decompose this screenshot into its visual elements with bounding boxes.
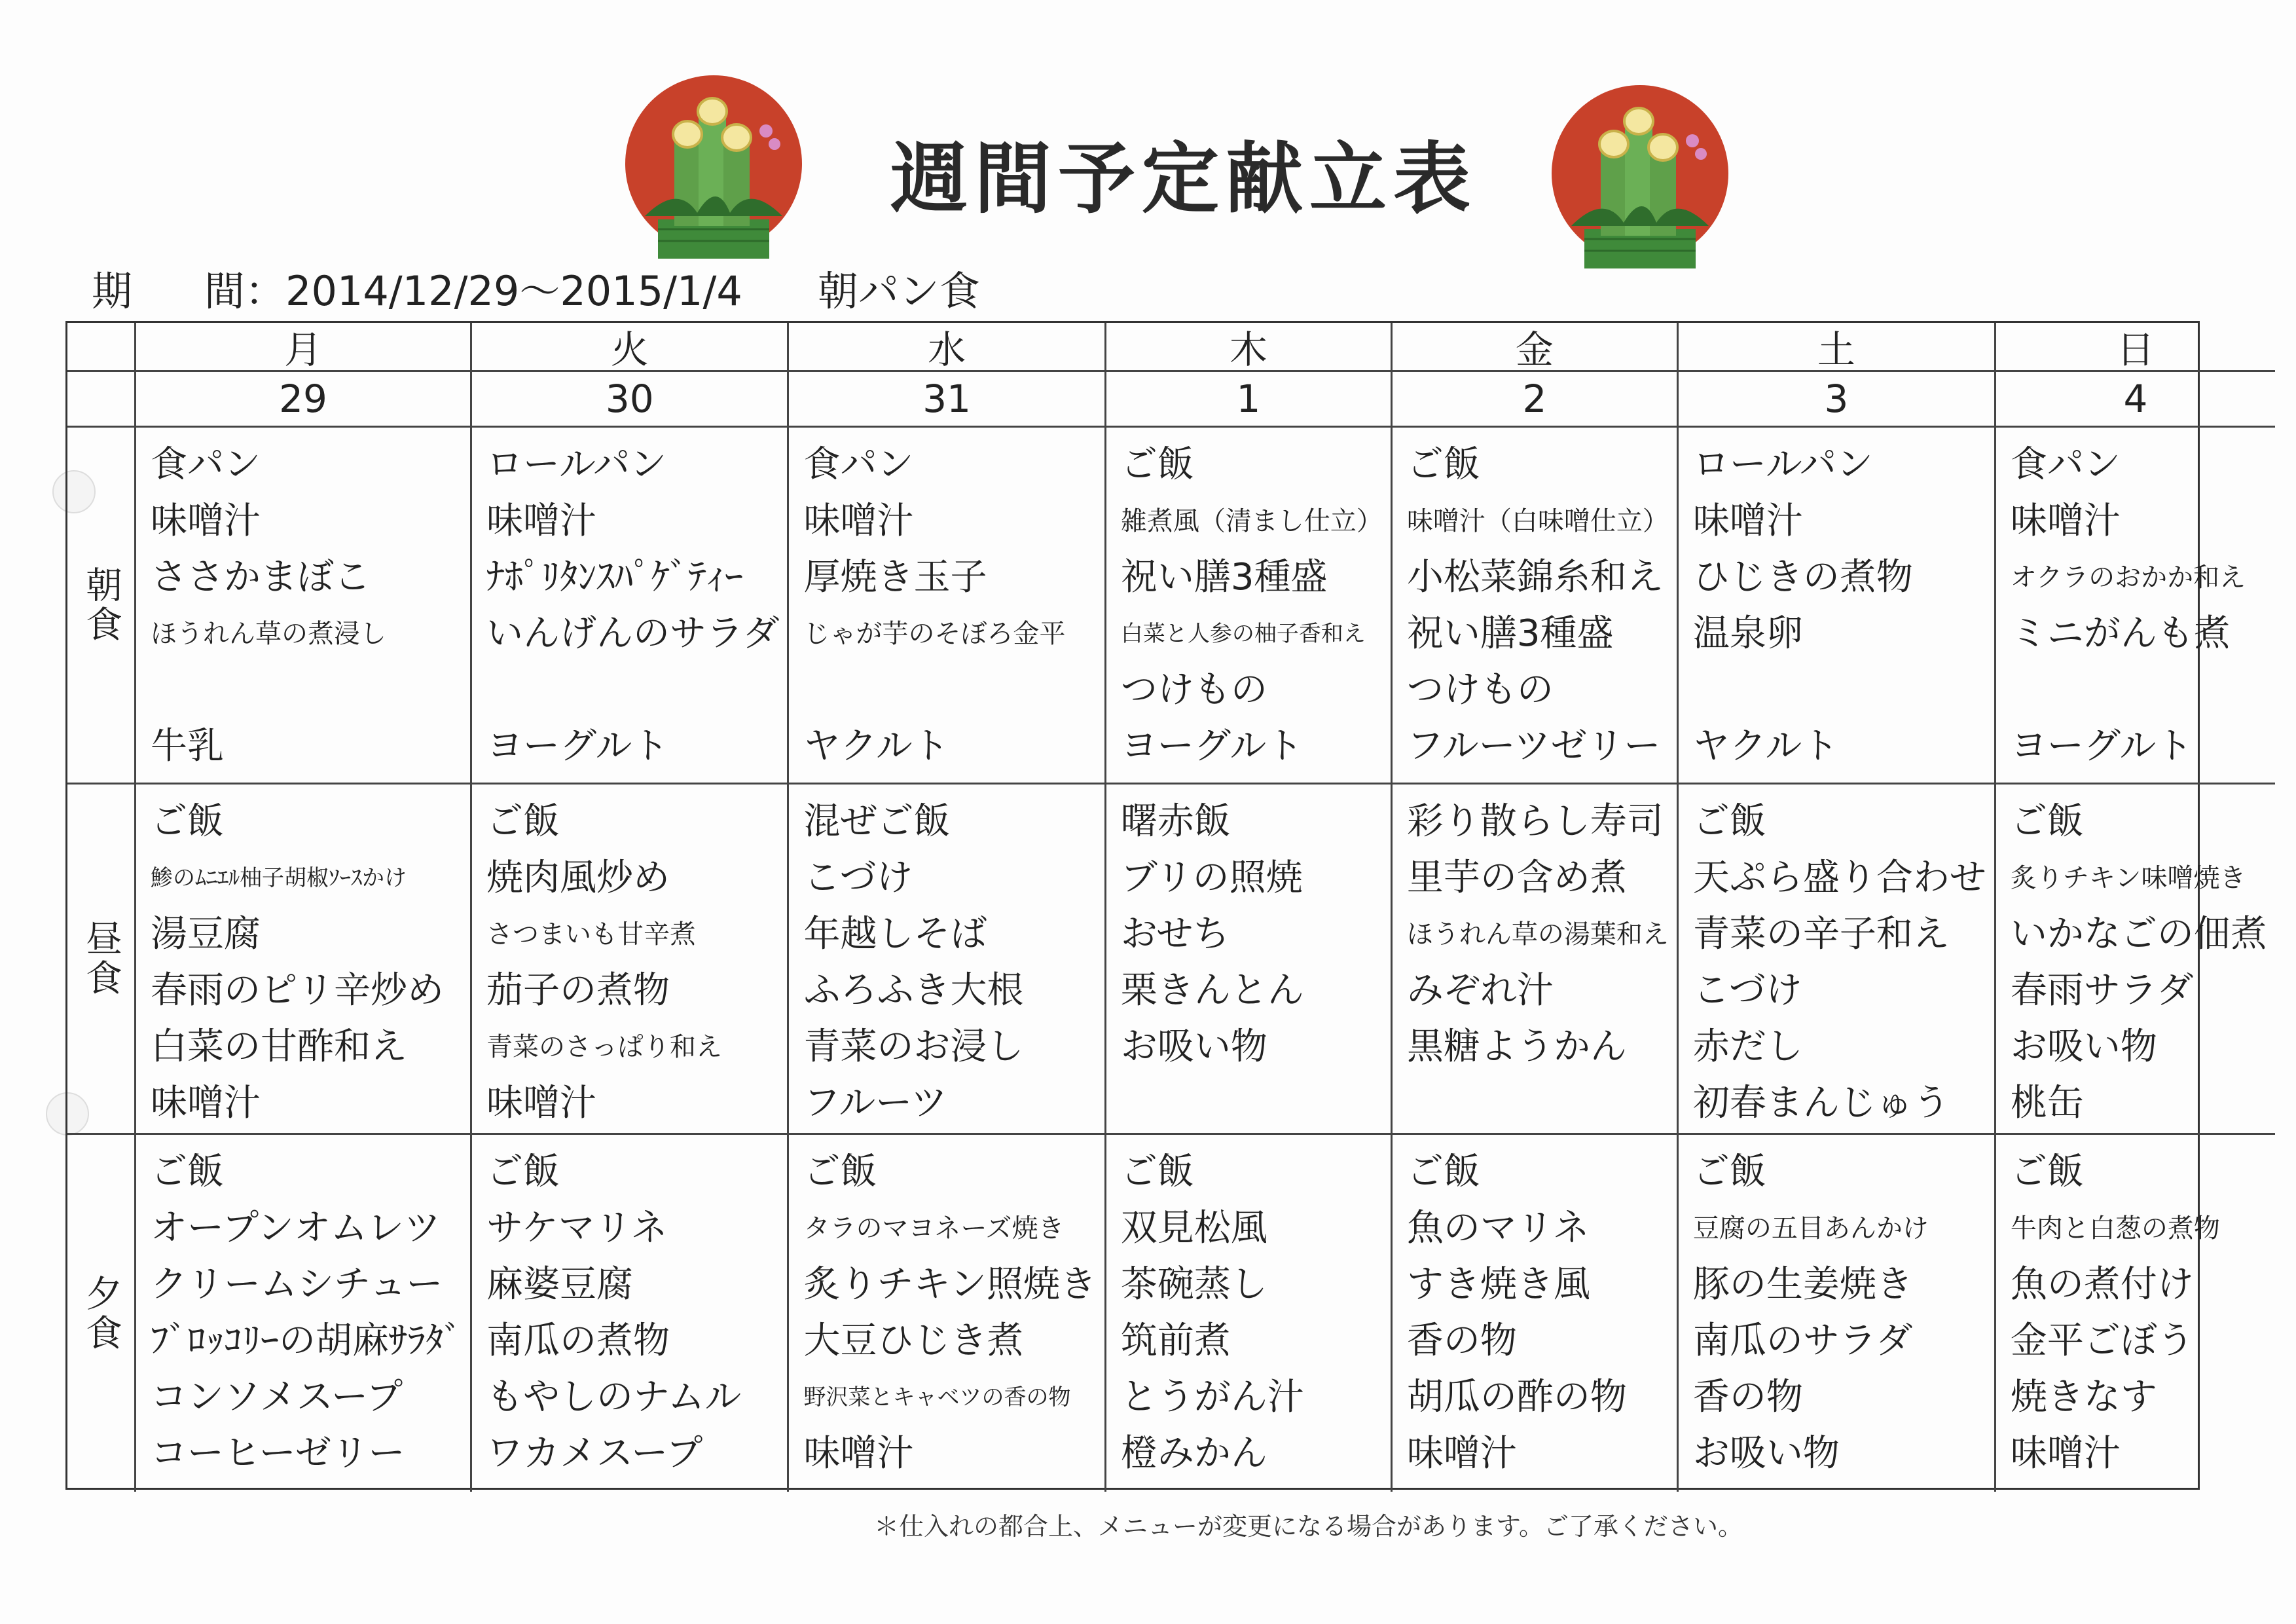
menu-item: 魚の煮付け	[2010, 1263, 2194, 1306]
date-header: 29	[136, 372, 472, 428]
day-header: 月	[136, 323, 472, 372]
day-header: 水	[789, 323, 1106, 372]
menu-item: 湯豆腐	[151, 913, 261, 955]
menu-item: 南瓜の煮物	[486, 1320, 670, 1362]
menu-item: 味噌汁	[2010, 500, 2121, 542]
menu-item: 香の物	[1406, 1320, 1517, 1362]
corner-cell	[67, 323, 136, 372]
page-title: 週間予定献立表	[890, 134, 1478, 224]
menu-item: いんげんのサラダ	[486, 612, 780, 655]
menu-item: 野沢菜とキャベツの香の物	[803, 1384, 1071, 1411]
period-label-a: 期	[92, 267, 133, 315]
menu-list	[136, 1135, 470, 1482]
menu-cell	[789, 428, 1106, 784]
menu-item: お吸い物	[2010, 1025, 2157, 1068]
menu-item: お吸い物	[1692, 1432, 1840, 1475]
menu-item: ロールパン	[1692, 443, 1873, 486]
menu-item: 温泉卵	[1692, 612, 1803, 655]
menu-item: ヨーグルト	[486, 725, 669, 767]
menu-item: ほうれん草の湯葉和え	[1406, 919, 1669, 950]
menu-item: 味噌汁	[1692, 500, 1803, 542]
menu-item: 味噌汁	[1406, 1432, 1517, 1475]
menu-item: じゃが芋のそぼろ金平	[803, 619, 1066, 649]
menu-cell	[1393, 428, 1679, 784]
footnote: ＊仕入れの都合上、メニューが変更になる場合があります。ご了承ください。	[874, 1512, 1743, 1541]
date-header: 1	[1106, 372, 1393, 428]
menu-item: クリームシチュー	[151, 1263, 443, 1306]
menu-item: 桃缶	[2010, 1082, 2084, 1124]
menu-cell	[789, 1135, 1106, 1492]
menu-item: ご飯	[1406, 443, 1480, 486]
menu-item: とうがん汁	[1120, 1376, 1304, 1418]
day-header: 金	[1393, 323, 1679, 372]
menu-list	[1679, 784, 1994, 1132]
menu-item	[2011, 662, 2267, 718]
menu-item: 茶碗蒸し	[1120, 1263, 1267, 1306]
menu-list	[1106, 428, 1391, 775]
menu-item: お吸い物	[1120, 1025, 1267, 1068]
menu-list	[1106, 1135, 1391, 1482]
menu-item	[151, 662, 462, 718]
menu-list	[1996, 428, 2275, 775]
menu-table	[65, 321, 2267, 1500]
menu-item: ご飯	[151, 1151, 224, 1193]
menu-cell	[1679, 1135, 1996, 1492]
day-header: 木	[1106, 323, 1393, 372]
meal-label: 朝食	[67, 428, 136, 784]
day-header: 土	[1679, 323, 1996, 372]
menu-list	[136, 428, 470, 775]
menu-item: ヨーグルト	[2010, 725, 2193, 767]
menu-item: ほうれん草の煮浸し	[151, 619, 386, 649]
menu-list	[472, 1135, 787, 1482]
menu-item: みぞれ汁	[1406, 969, 1554, 1012]
menu-list	[1393, 428, 1677, 775]
menu-item: ご飯	[486, 1151, 560, 1193]
menu-item: 祝い膳3種盛	[1120, 556, 1328, 599]
menu-item: 黒糖ようかん	[1406, 1025, 1627, 1068]
menu-item: サケマリネ	[486, 1207, 668, 1249]
menu-item: こづけ	[803, 857, 913, 899]
menu-cell	[1996, 428, 2275, 784]
menu-cell	[136, 428, 472, 784]
menu-item: もやしのナムル	[486, 1376, 742, 1418]
menu-item: ご飯	[1406, 1151, 1480, 1193]
menu-item: 焼きなす	[2010, 1376, 2157, 1418]
menu-list	[1679, 1135, 1994, 1482]
menu-item: 豆腐の五目あんかけ	[1692, 1213, 1929, 1244]
menu-item: 天ぷら盛り合わせ	[1692, 857, 1986, 899]
menu-item: 年越しそば	[803, 913, 987, 955]
menu-cell	[1393, 1135, 1679, 1492]
menu-item: 筑前煮	[1120, 1320, 1231, 1362]
menu-item: 味噌汁	[803, 500, 914, 542]
day-header: 火	[472, 323, 789, 372]
menu-item: 厚焼き玉子	[803, 556, 987, 599]
menu-item: 魚のマリネ	[1406, 1207, 1590, 1249]
menu-item: ヤクルト	[1692, 725, 1839, 767]
date-header: 4	[1996, 372, 2275, 428]
menu-item: 南瓜のサラダ	[1692, 1320, 1913, 1362]
menu-item: 茄子の煮物	[486, 969, 670, 1012]
menu-item: 味噌汁	[486, 500, 596, 542]
kadomatsu-icon	[619, 72, 809, 262]
meal-label: 昼食	[67, 784, 136, 1135]
menu-item: タラのマヨネーズ焼き	[803, 1213, 1065, 1244]
menu-item: 青菜の辛子和え	[1692, 913, 1950, 955]
menu-item: 食パン	[803, 443, 914, 486]
menu-item	[1407, 1075, 1669, 1132]
menu-item: つけもの	[1406, 669, 1554, 711]
menu-item: 双見松風	[1120, 1207, 1267, 1249]
menu-list	[472, 428, 787, 775]
menu-list	[789, 428, 1104, 775]
menu-item: 白菜の甘酢和え	[151, 1025, 407, 1068]
menu-list	[1393, 1135, 1677, 1482]
menu-list	[1106, 784, 1391, 1132]
menu-item: ご飯	[151, 800, 224, 843]
menu-item: 牛乳	[151, 725, 224, 767]
corner-cell	[67, 372, 136, 428]
date-header: 2	[1393, 372, 1679, 428]
menu-list	[1393, 784, 1677, 1132]
menu-item: 味噌汁	[151, 1082, 261, 1124]
menu-cell	[1996, 784, 2275, 1135]
menu-item: 香の物	[1692, 1376, 1803, 1418]
menu-cell	[1106, 784, 1393, 1135]
menu-item: 金平ごぼう	[2010, 1320, 2194, 1362]
menu-item: ワカメスープ	[486, 1432, 703, 1475]
date-header: 3	[1679, 372, 1996, 428]
menu-item: 牛肉と白葱の煮物	[2010, 1213, 2220, 1244]
menu-item: コンソメスープ	[151, 1376, 403, 1418]
date-header: 31	[789, 372, 1106, 428]
menu-item: ヨーグルト	[1120, 725, 1303, 767]
menu-item: おせち	[1120, 913, 1230, 955]
menu-item: すき焼き風	[1406, 1263, 1590, 1306]
menu-item: ヤクルト	[803, 725, 949, 767]
menu-item: 青菜のさっぱり和え	[486, 1032, 722, 1062]
meal-label: 夕食	[67, 1135, 136, 1492]
menu-item: ﾌﾞﾛｯｺﾘｰの胡麻ｻﾗﾀﾞ	[151, 1320, 462, 1362]
menu-list	[789, 1135, 1104, 1482]
menu-item: こづけ	[1692, 969, 1802, 1012]
menu-cell	[789, 784, 1106, 1135]
menu-list	[1996, 784, 2275, 1132]
menu-item	[1693, 662, 1986, 718]
menu-cell	[472, 1135, 789, 1492]
menu-item: 味噌汁	[486, 1082, 596, 1124]
menu-cell	[1996, 1135, 2275, 1492]
menu-cell	[472, 784, 789, 1135]
menu-item: ご飯	[1692, 1151, 1766, 1193]
menu-list	[1679, 428, 1994, 775]
menu-item: 彩り散らし寿司	[1406, 800, 1664, 843]
menu-item: 味噌汁	[151, 500, 261, 542]
menu-item: 胡瓜の酢の物	[1406, 1376, 1627, 1418]
menu-item: 赤だし	[1692, 1025, 1803, 1068]
menu-item: 春雨サラダ	[2010, 969, 2194, 1012]
menu-item: 食パン	[151, 443, 261, 486]
menu-item: 炙りチキン照焼き	[803, 1263, 1097, 1306]
menu-item: 大豆ひじき煮	[803, 1320, 1024, 1362]
menu-item: ご飯	[1120, 1151, 1194, 1193]
menu-cell	[1679, 784, 1996, 1135]
menu-list	[789, 784, 1104, 1132]
menu-item: つけもの	[1120, 669, 1267, 711]
menu-item: 味噌汁	[803, 1432, 914, 1475]
menu-item: 豚の生姜焼き	[1692, 1263, 1913, 1306]
menu-item: ロールパン	[486, 443, 666, 486]
menu-item: ふろふき大根	[803, 969, 1024, 1012]
menu-cell	[1679, 428, 1996, 784]
menu-item: ミニがんも煮	[2010, 612, 2231, 655]
menu-cell	[1106, 1135, 1393, 1492]
menu-item: 栗きんとん	[1120, 969, 1304, 1012]
menu-item: ﾅﾎﾟﾘﾀﾝｽﾊﾟｹﾞﾃｨｰ	[486, 556, 743, 599]
menu-cell	[472, 428, 789, 784]
menu-item: ブリの照焼	[1120, 857, 1303, 899]
menu-item: 青菜のお浸し	[803, 1025, 1024, 1068]
menu-item: 鯵のﾑﾆｴﾙ柚子胡椒ｿｰｽかけ	[151, 865, 407, 891]
menu-item: 小松菜錦糸和え	[1406, 556, 1664, 599]
menu-item: フルーツ	[803, 1082, 947, 1124]
menu-item: フルーツゼリー	[1406, 725, 1661, 767]
menu-item	[486, 662, 779, 718]
menu-item: 祝い膳3種盛	[1406, 612, 1614, 655]
menu-item: ご飯	[2010, 800, 2084, 843]
menu-item: 混ぜご飯	[803, 800, 951, 843]
menu-item: 雑煮風（清まし仕立）	[1120, 506, 1383, 536]
menu-item: ご飯	[486, 800, 560, 843]
menu-item: オープンオムレツ	[151, 1207, 441, 1249]
menu-item: 橙みかん	[1120, 1432, 1267, 1475]
menu-item: 初春まんじゅう	[1692, 1082, 1950, 1124]
menu-item: オクラのおかか和え	[2010, 563, 2246, 593]
menu-cell	[136, 1135, 472, 1492]
menu-list	[1996, 1135, 2275, 1482]
menu-item: 麻婆豆腐	[486, 1263, 633, 1306]
period-note: 朝パン食	[817, 267, 980, 315]
menu-item: ひじきの煮物	[1692, 556, 1913, 599]
menu-item	[1121, 1075, 1383, 1132]
menu-item: 焼肉風炒め	[486, 857, 670, 899]
menu-item: 里芋の含め煮	[1406, 857, 1627, 899]
menu-item: ご飯	[803, 1151, 877, 1193]
menu-item: 食パン	[2010, 443, 2121, 486]
menu-item: 白菜と人参の柚子香和え	[1120, 621, 1366, 647]
menu-item: 曙赤飯	[1120, 800, 1231, 843]
menu-item: ご飯	[1120, 443, 1194, 486]
menu-cell	[1393, 784, 1679, 1135]
date-header: 30	[472, 372, 789, 428]
menu-item: ご飯	[2010, 1151, 2084, 1193]
menu-list	[472, 784, 787, 1132]
menu-item	[803, 662, 1096, 718]
kadomatsu-icon	[1545, 82, 1735, 272]
menu-cell	[136, 784, 472, 1135]
day-header: 日	[1996, 323, 2275, 372]
menu-item: いかなごの佃煮	[2010, 913, 2267, 955]
period-line	[92, 259, 980, 317]
period-range: 間：2014/12/29～2015/1/4	[204, 267, 742, 315]
menu-item: 味噌汁（白味噌仕立）	[1406, 506, 1669, 536]
menu-item: さつまいも甘辛煮	[486, 919, 696, 950]
menu-list	[136, 784, 470, 1132]
menu-item: ご飯	[1692, 800, 1766, 843]
menu-cell	[1106, 428, 1393, 784]
menu-item: 炙りチキン味噌焼き	[2010, 863, 2246, 893]
menu-item: ささかまぼこ	[151, 556, 371, 599]
menu-item: 春雨のピリ辛炒め	[151, 969, 444, 1012]
menu-grid	[65, 321, 2267, 1490]
menu-item: 味噌汁	[2010, 1432, 2121, 1475]
menu-item: コーヒーゼリー	[151, 1432, 405, 1475]
